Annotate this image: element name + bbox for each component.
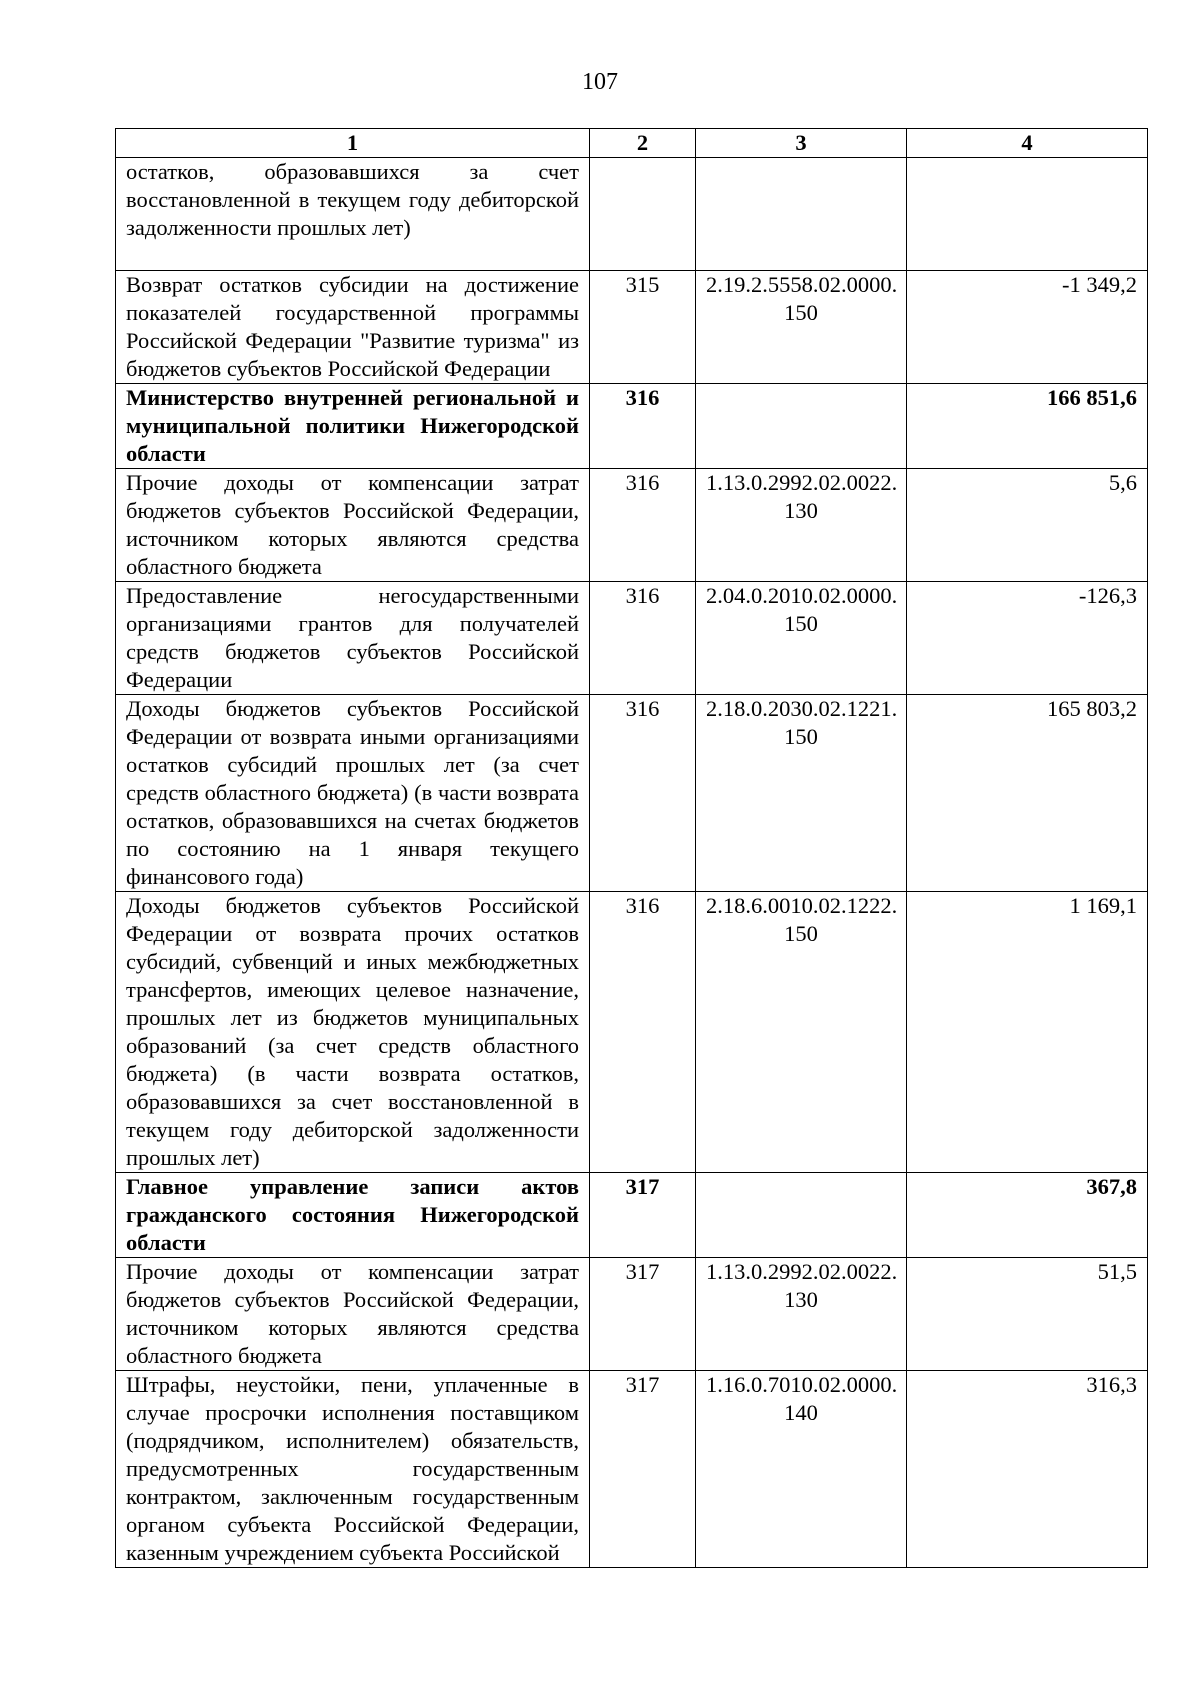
row-kbk-code: 1.13.0.2992.02.0022. 130	[696, 469, 907, 582]
row-kbk-code: 2.18.6.0010.02.1222. 150	[696, 892, 907, 1173]
row-description: Доходы бюджетов субъектов Российской Федерации от возврата прочих остатков субсидий, субвенций и иных межбюджетных трансфертов, имеющих целевое назначение, прошлых лет из бюджетов муниципальных образований (за счет средств областного бюджета) (в части возврата остатков, образовавшихся за счет восстановленной в текущем году дебиторской задолженности прошлых лет)	[116, 892, 590, 1173]
row-amount: 367,8	[907, 1173, 1148, 1258]
row-amount: -1 349,2	[907, 271, 1148, 384]
table-row	[116, 1371, 1148, 1568]
table-row-section-header	[116, 1173, 1148, 1258]
table-header-row	[116, 129, 1148, 158]
row-kbk-code: 2.19.2.5558.02.0000. 150	[696, 271, 907, 384]
row-admin-code: 317	[590, 1173, 696, 1258]
row-description: Доходы бюджетов субъектов Российской Федерации от возврата иными организациями остатков субсидий прошлых лет (за счет средств областного бюджета) (в части возврата остатков, образовавшихся на счетах бюджетов по состоянию на 1 января текущего финансового года)	[116, 695, 590, 892]
table-row	[116, 695, 1148, 892]
row-amount: 166 851,6	[907, 384, 1148, 469]
row-amount: 1 169,1	[907, 892, 1148, 1173]
table-row	[116, 271, 1148, 384]
column-header-2: 2	[590, 129, 696, 158]
row-admin-code: 316	[590, 695, 696, 892]
row-admin-code: 316	[590, 469, 696, 582]
row-kbk-code: 1.16.0.7010.02.0000. 140	[696, 1371, 907, 1568]
row-admin-code: 315	[590, 271, 696, 384]
row-description: Возврат остатков субсидии на достижение показателей государственной программы Российской Федерации "Развитие туризма" из бюджетов субъектов Российской Федерации	[116, 271, 590, 384]
revenue-table	[115, 128, 1148, 1568]
row-kbk-code	[696, 384, 907, 469]
row-description: остатков, образовавшихся за счет восстановленной в текущем году дебиторской задолженности прошлых лет)	[116, 158, 590, 271]
row-admin-code: 317	[590, 1258, 696, 1371]
column-header-3: 3	[696, 129, 907, 158]
row-admin-code	[590, 158, 696, 271]
row-amount: 165 803,2	[907, 695, 1148, 892]
column-header-1: 1	[116, 129, 590, 158]
table-row	[116, 582, 1148, 695]
row-description: Министерство внутренней региональной и муниципальной политики Нижегородской области	[116, 384, 590, 469]
page-number: 107	[582, 69, 618, 95]
column-header-4: 4	[907, 129, 1148, 158]
row-amount: 5,6	[907, 469, 1148, 582]
row-amount: 316,3	[907, 1371, 1148, 1568]
table-row-section-header	[116, 384, 1148, 469]
row-description: Штрафы, неустойки, пени, уплаченные в случае просрочки исполнения поставщиком (подрядчиком, исполнителем) обязательств, предусмотренных государственным контрактом, заключенным государственным органом субъекта Российской Федерации, казенным учреждением субъекта Российской	[116, 1371, 590, 1568]
row-kbk-code: 1.13.0.2992.02.0022. 130	[696, 1258, 907, 1371]
row-amount	[907, 158, 1148, 271]
table-row	[116, 158, 1148, 271]
row-description: Главное управление записи актов гражданского состояния Нижегородской области	[116, 1173, 590, 1258]
row-admin-code: 317	[590, 1371, 696, 1568]
row-kbk-code: 2.04.0.2010.02.0000. 150	[696, 582, 907, 695]
row-amount: 51,5	[907, 1258, 1148, 1371]
row-description: Прочие доходы от компенсации затрат бюджетов субъектов Российской Федерации, источником которых являются средства областного бюджета	[116, 1258, 590, 1371]
table-row	[116, 469, 1148, 582]
row-admin-code: 316	[590, 384, 696, 469]
table-row	[116, 1258, 1148, 1371]
row-description: Предоставление негосударственными организациями грантов для получателей средств бюджетов субъектов Российской Федерации	[116, 582, 590, 695]
row-kbk-code: 2.18.0.2030.02.1221. 150	[696, 695, 907, 892]
table-row	[116, 892, 1148, 1173]
row-admin-code: 316	[590, 582, 696, 695]
row-kbk-code	[696, 1173, 907, 1258]
row-kbk-code	[696, 158, 907, 271]
row-description: Прочие доходы от компенсации затрат бюджетов субъектов Российской Федерации, источником которых являются средства областного бюджета	[116, 469, 590, 582]
row-amount: -126,3	[907, 582, 1148, 695]
row-admin-code: 316	[590, 892, 696, 1173]
